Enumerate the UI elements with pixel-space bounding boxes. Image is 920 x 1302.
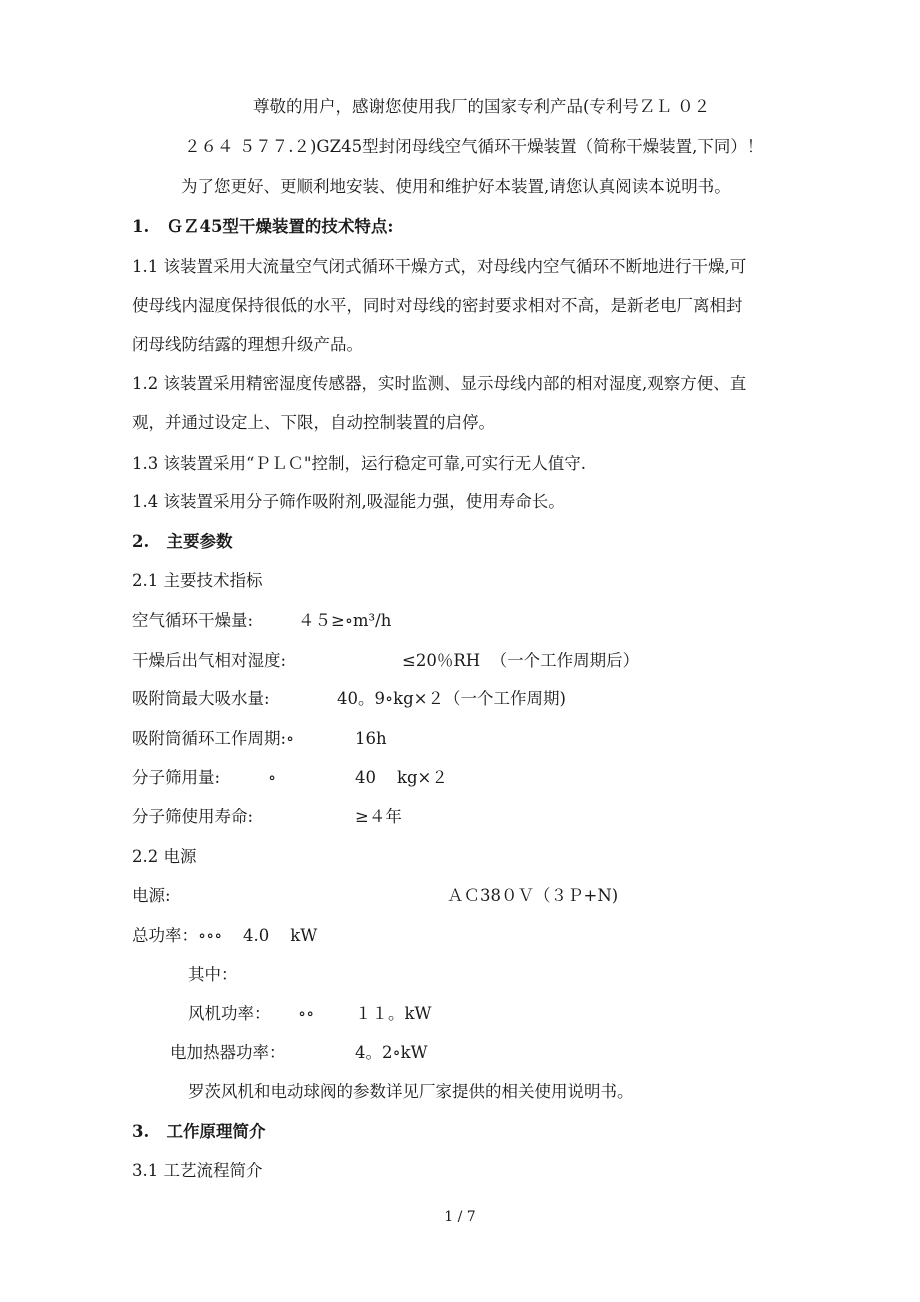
fan-power-mark: ∘∘ — [298, 1004, 315, 1023]
subsection-3-1: 3.1 工艺流程简介 — [132, 1161, 263, 1180]
subsection-2-1: 2.1 主要技术指标 — [132, 571, 263, 590]
param-label: 干燥后出气相对湿度: — [132, 651, 287, 670]
param-value: 40 kg×２ — [355, 768, 448, 787]
param-value: ≥４年 — [355, 807, 402, 826]
fan-power-label: 风机功率： — [188, 1004, 271, 1023]
para-1-1-line-1: 1.1 该装置采用大流量空气闭式循环干燥方式，对母线内空气循环不断地进行干燥,可 — [132, 257, 747, 276]
among-label: 其中： — [188, 965, 238, 984]
param-label: 分子筛用量: — [132, 768, 221, 787]
fan-power-value: １１。kW — [355, 1004, 432, 1023]
param-mark: ∘ — [268, 768, 277, 787]
page-number: 1 / 7 — [444, 1209, 476, 1225]
section-1-heading: 1. ＧＺ45型干燥装置的技术特点: — [132, 217, 394, 236]
para-1-1-line-2: 使母线内湿度保持很低的水平，同时对母线的密封要求相对不高，是新老电厂离相封 — [132, 296, 743, 315]
intro-line-1: 尊敬的用户，感谢您使用我厂的国家专利产品(专利号ＺＬ ０２ — [253, 97, 711, 116]
para-1-4: 1.4 该装置采用分子筛作吸附剂,吸湿能力强，使用寿命长。 — [132, 492, 565, 511]
param-label: 空气循环干燥量: — [132, 611, 254, 630]
param-value: ４５≥∘m³/h — [298, 611, 392, 630]
param-label: 吸附筒循环工作周期:∘ — [132, 729, 295, 748]
total-power-value: 4.0 kW — [243, 926, 318, 945]
intro-line-3: 为了您更好、更顺利地安装、使用和维护好本装置,请您认真阅读本说明书。 — [181, 177, 731, 196]
para-1-2-line-2: 观，并通过设定上、下限，自动控制装置的启停。 — [132, 413, 495, 432]
para-1-2-line-1: 1.2 该装置采用精密湿度传感器，实时监测、显示母线内部的相对湿度,观察方便、直 — [132, 374, 747, 393]
param-note: 罗茨风机和电动球阀的参数详见厂家提供的相关使用说明书。 — [188, 1082, 634, 1101]
param-value: ≤20％RH （一个工作周期后） — [402, 651, 640, 670]
power-label: 电源: — [132, 886, 171, 905]
section-3-heading: 3. 工作原理简介 — [132, 1122, 266, 1141]
para-1-1-line-3: 闭母线防结露的理想升级产品。 — [132, 335, 363, 354]
intro-line-2: ２６４ ５７７.２)GZ45型封闭母线空气循环干燥装置（简称干燥装置,下同）！ — [184, 137, 764, 156]
param-value: 16h — [355, 729, 387, 748]
heater-power-value: 4。2∘kW — [355, 1043, 428, 1062]
para-1-3: 1.3 该装置采用“ＰＬＣ"控制，运行稳定可靠,可实行无人值守. — [132, 454, 586, 473]
param-label: 分子筛使用寿命: — [132, 807, 254, 826]
subsection-2-2: 2.2 电源 — [132, 847, 197, 866]
total-power-label: 总功率：∘∘∘ — [132, 926, 223, 945]
power-value: ＡＣ38０Ｖ（３Ｐ+N) — [447, 886, 619, 905]
param-label: 吸附筒最大吸水量: — [132, 689, 270, 708]
section-2-heading: 2. 主要参数 — [132, 532, 233, 551]
heater-power-label: 电加热器功率： — [170, 1043, 286, 1062]
param-value: 40。9∘kg×２（一个工作周期) — [337, 689, 566, 708]
